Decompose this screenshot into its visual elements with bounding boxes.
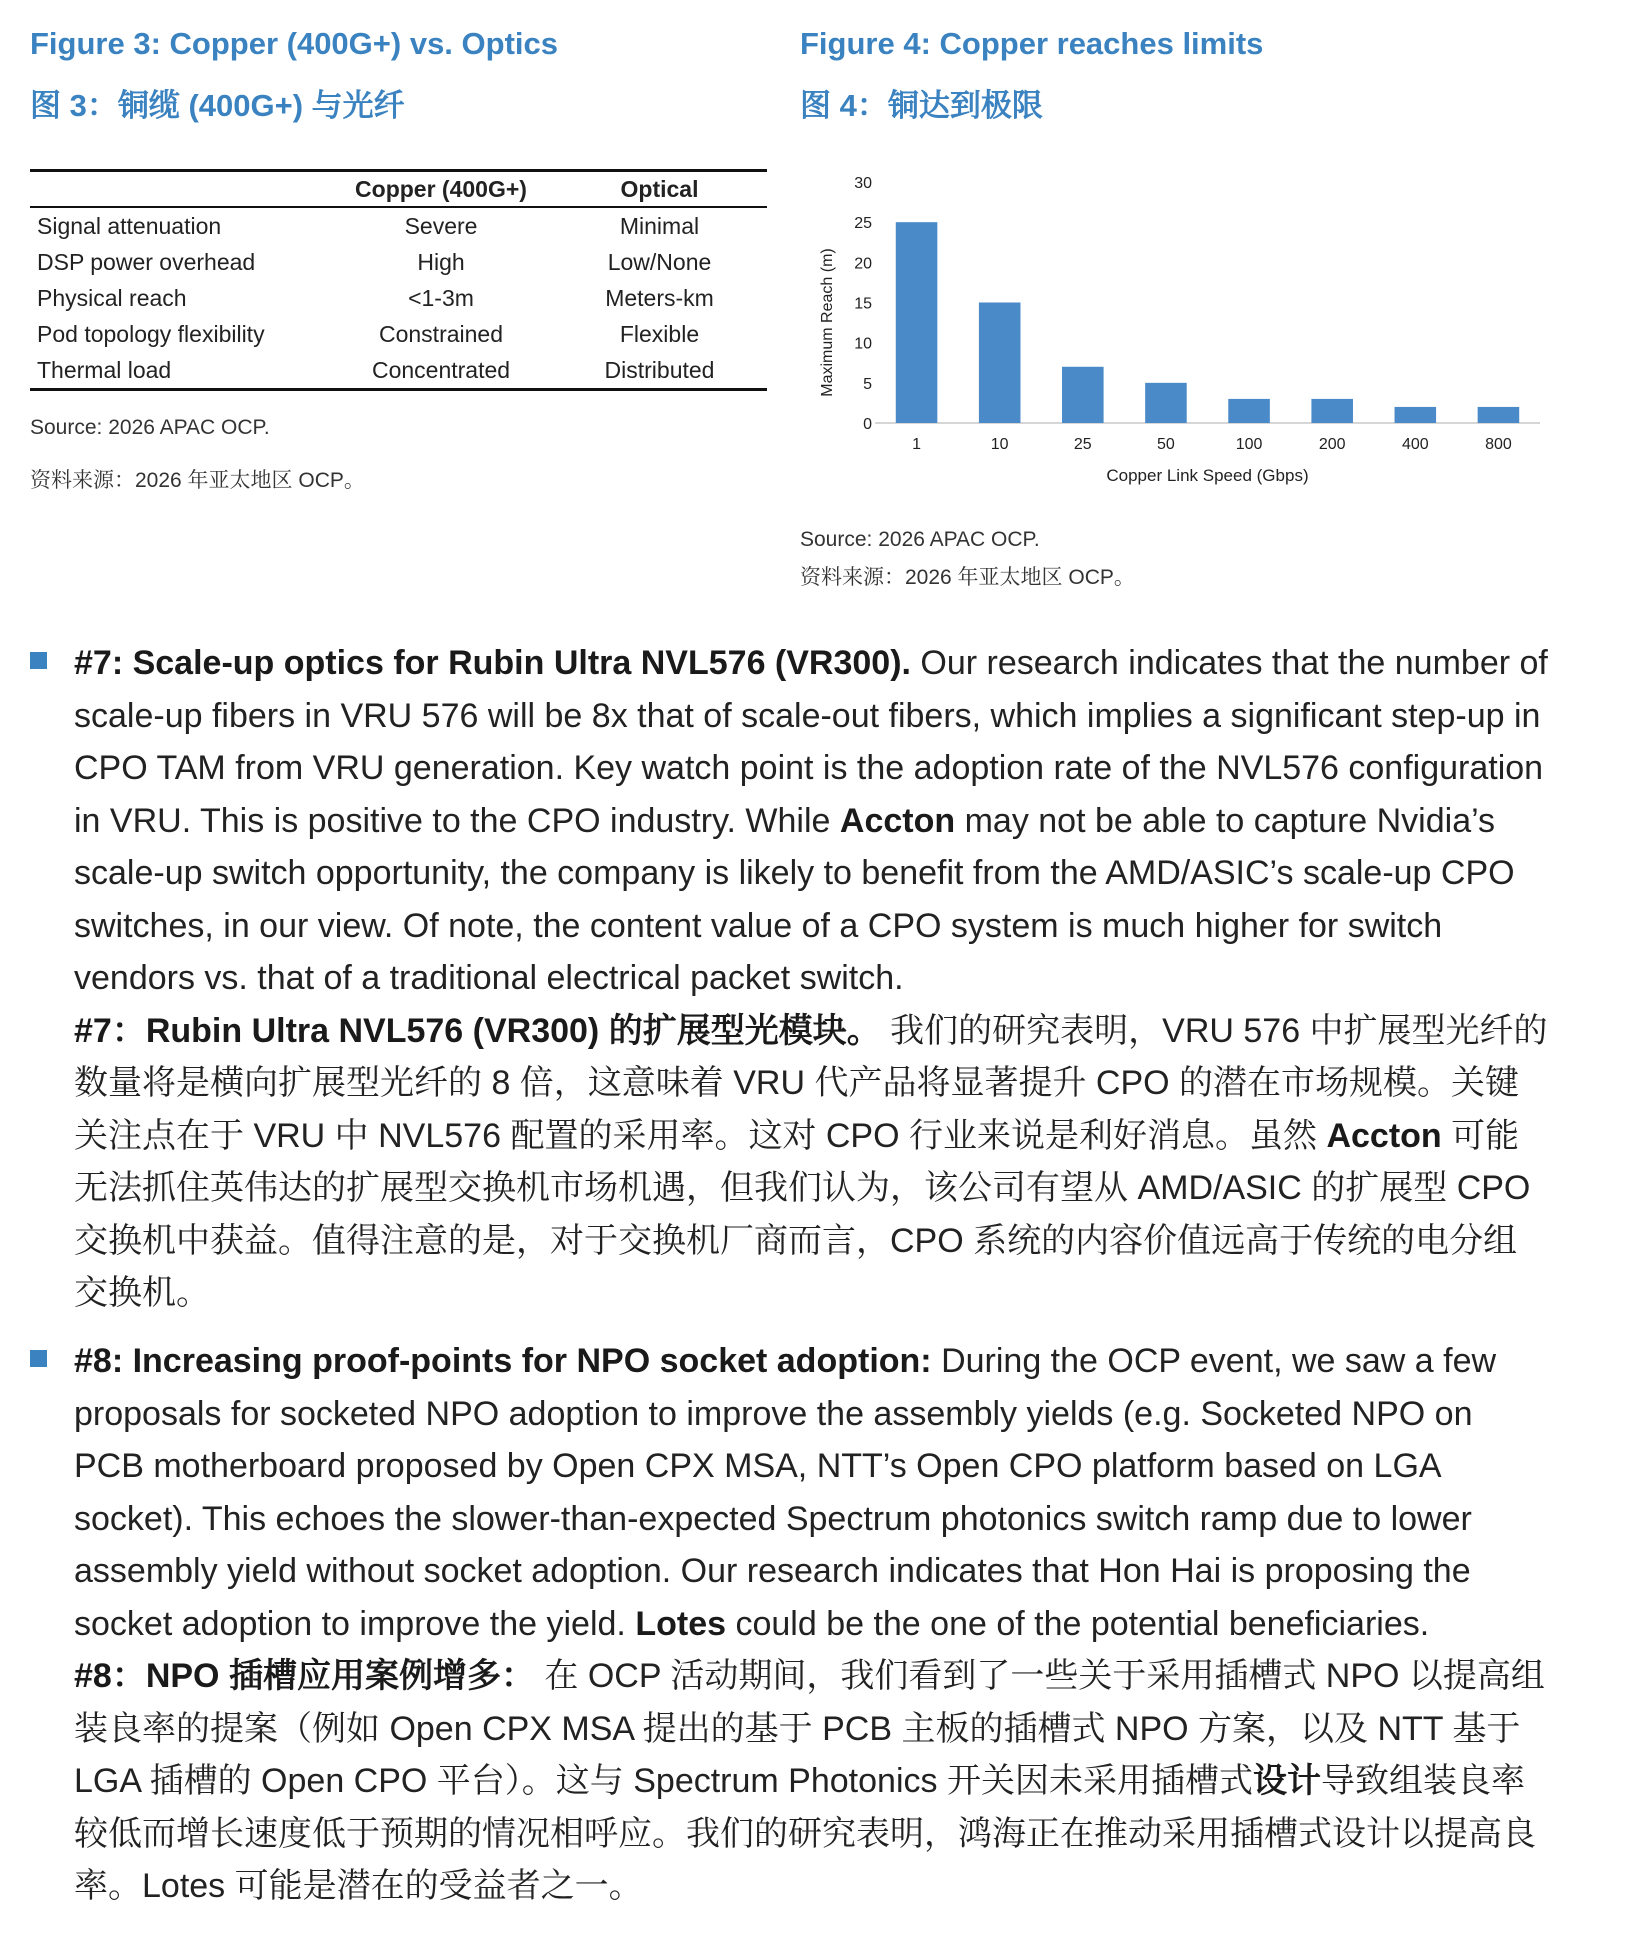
table-cell-metric: Thermal load — [37, 356, 172, 383]
bullet-8-zh-bold: 设计 — [1252, 1762, 1321, 1800]
table-cell-metric: Signal attenuation — [37, 212, 222, 239]
table-header-copper: Copper (400G+) — [355, 175, 527, 202]
bullet-7-zh-body-2: 可能无法抓住英伟达的扩展型交换机市场机遇，但我们认为，该公司有望从 AMD/ASIC 的扩展型 CPO 交换机中获益。值得注意的是，对于交换机厂商而言，CPO 系统的内容价值远高于传统的电分组交换机。 — [74, 1116, 1531, 1312]
y-tick-label: 15 — [854, 295, 872, 313]
bullet-7-zh-lead: #7：Rubin Ultra NVL576 (VR300) 的扩展型光模块。 — [74, 1011, 881, 1050]
y-axis-label: Maximum Reach (m) — [819, 248, 836, 397]
bullet-square-icon — [30, 1350, 47, 1367]
y-tick-label: 10 — [854, 335, 872, 353]
bullet-item-7 — [30, 637, 1550, 1320]
table-cell-copper: Concentrated — [371, 356, 511, 383]
bars-group — [896, 222, 1519, 423]
bullet-7-en-body-1: Our research indicates that the number of scale-up fibers in VRU 576 will be 8x that of scale-out fibers, which implies a significant step-up in CPO TAM from VRU generation. Key watch point is the adoption rate of the NVL576 configuration in VRU. This is positive to the CPO industry. While — [74, 644, 1548, 840]
y-tick-label: 5 — [863, 375, 872, 393]
y-tick-label: 30 — [854, 175, 872, 192]
bullet-7-text — [74, 637, 1550, 1320]
table-row — [30, 244, 767, 280]
comparison-table — [30, 169, 767, 391]
table-cell-metric: DSP power overhead — [37, 248, 256, 275]
figure3-source-zh: 资料来源：2026 年亚太地区 OCP。 — [30, 469, 365, 492]
bullet-8-zh-body-2: 导致组装良率较低而增长速度低于预期的情况相呼应。我们的研究表明，鸿海正在推动采用插槽式设计以提高良率。Lotes 可能是潜在的受益者之一。 — [74, 1762, 1536, 1905]
table-cell-optical: Distributed — [604, 356, 715, 383]
figure4-title-en: Figure 4: Copper reaches limits — [800, 26, 1264, 61]
table-cell-copper: Constrained — [378, 320, 504, 347]
figure4-title-zh: 图 4：铜达到极限 — [800, 88, 1043, 123]
bullet-square-icon — [30, 652, 47, 669]
x-tick-label: 1 — [912, 436, 922, 453]
x-tick-label: 800 — [1485, 436, 1512, 453]
figure4-source-en: Source: 2026 APAC OCP. — [800, 528, 1040, 551]
figure3-source-en: Source: 2026 APAC OCP. — [30, 416, 270, 439]
y-tick-label: 20 — [854, 255, 872, 273]
bullet-8-en-bold-lotes: Lotes — [635, 1604, 727, 1643]
bar — [1311, 399, 1353, 423]
bar — [1478, 407, 1520, 423]
bullet-7-zh-bold-accton: Accton — [1326, 1116, 1442, 1155]
table-row — [30, 208, 767, 244]
table-row — [30, 352, 767, 388]
x-axis-label: Copper Link Speed (Gbps) — [1106, 466, 1309, 485]
table-cell-metric: Physical reach — [37, 284, 187, 311]
table-header-optical: Optical — [620, 175, 699, 202]
x-tick-label: 25 — [1073, 436, 1092, 453]
table-cell-optical: Low/None — [607, 248, 712, 275]
table-row — [30, 280, 767, 316]
bullet-7-en-lead: #7: Scale-up optics for Rubin Ultra NVL576 (VR300). — [74, 644, 911, 682]
x-tick-label: 400 — [1401, 436, 1429, 453]
table-row — [30, 316, 767, 352]
figure3-title-zh: 图 3：铜缆 (400G+) 与光纤 — [30, 88, 405, 123]
bullet-8-zh-lead: #8：NPO 插槽应用案例增多： — [74, 1657, 535, 1695]
figure3-title-en: Figure 3: Copper (400G+) vs. Optics — [30, 26, 558, 61]
table-bottom-rule — [30, 388, 767, 391]
table-cell-copper: High — [417, 248, 465, 275]
y-axis-ticks — [854, 175, 872, 433]
table-cell-copper: Severe — [404, 212, 478, 239]
table-cell-copper: <1-3m — [408, 284, 474, 311]
bullet-8-en-body-1: During the OCP event, we saw a few proposals for socketed NPO adoption to improve the assembly yields (e.g. Socketed NPO on PCB motherboard proposed by Open CPX MSA, NTT’s Open CPO platform based on LGA socket). This echoes the slower-than-expected Spectrum photonics switch ramp due to lower assembly yield without socket adoption. Our research indicates that Hon Hai is proposing the socket adoption to improve the yield. — [74, 1342, 1497, 1643]
bullet-8-en-body-2: could be the one of the potential beneficiaries. — [726, 1604, 1430, 1643]
table-cell-optical: Minimal — [619, 212, 700, 239]
bar — [1062, 367, 1104, 423]
bar — [1145, 383, 1187, 423]
table-cell-optical: Flexible — [619, 320, 700, 347]
bullet-7-zh-body-1: 我们的研究表明，VRU 576 中扩展型光纤的数量将是横向扩展型光纤的 8 倍，这意味着 VRU 代产品将显著提升 CPO 的潜在市场规模。关键关注点在于 VRU 中 NVL576 配置的采用率。这对 CPO 行业来说是利好消息。虽然 — [74, 1011, 1548, 1155]
table-cell-metric: Pod topology flexibility — [37, 320, 265, 347]
bullet-8-zh-body-1: 在 OCP 活动期间，我们看到了一些关于采用插槽式 NPO 以提高组装良率的提案（例如 Open CPX MSA 提出的基于 PCB 主板的插槽式 NPO 方案，以及 NTT 基于 LGA 插槽的 Open CPO 平台）。这与 Spectrum Photonics 开关因未采用插槽式 — [74, 1657, 1545, 1800]
bullet-8-text — [74, 1335, 1550, 1913]
bar — [979, 303, 1021, 424]
x-tick-label: 10 — [990, 436, 1009, 453]
bar — [1228, 399, 1270, 423]
table-header-row — [30, 172, 767, 206]
x-tick-label: 50 — [1157, 436, 1175, 453]
bullet-8-en-lead: #8: Increasing proof-points for NPO socket adoption: — [74, 1342, 932, 1380]
bullet-7-en-body-2: may not be able to capture Nvidia’s scale-up switch opportunity, the company is likely to benefit from the AMD/ASIC’s scale-up CPO switches, in our view. Of note, the content value of a CPO system is much higher for switch vendors vs. that of a traditional electrical packet switch. — [74, 801, 1515, 997]
x-tick-label: 200 — [1318, 436, 1346, 453]
bullet-7-en-bold-accton: Accton — [839, 801, 956, 840]
y-tick-label: 25 — [854, 215, 872, 233]
x-axis-ticks — [912, 436, 1512, 453]
bullet-item-8 — [30, 1335, 1550, 1913]
bar — [1395, 407, 1437, 423]
x-tick-label: 100 — [1235, 436, 1263, 453]
bar — [896, 222, 938, 423]
figure4-source-zh: 资料来源：2026 年亚太地区 OCP。 — [800, 566, 1135, 589]
table-cell-optical: Meters-km — [605, 284, 714, 311]
reach-bar-chart — [800, 160, 1560, 500]
y-tick-label: 0 — [863, 416, 872, 433]
